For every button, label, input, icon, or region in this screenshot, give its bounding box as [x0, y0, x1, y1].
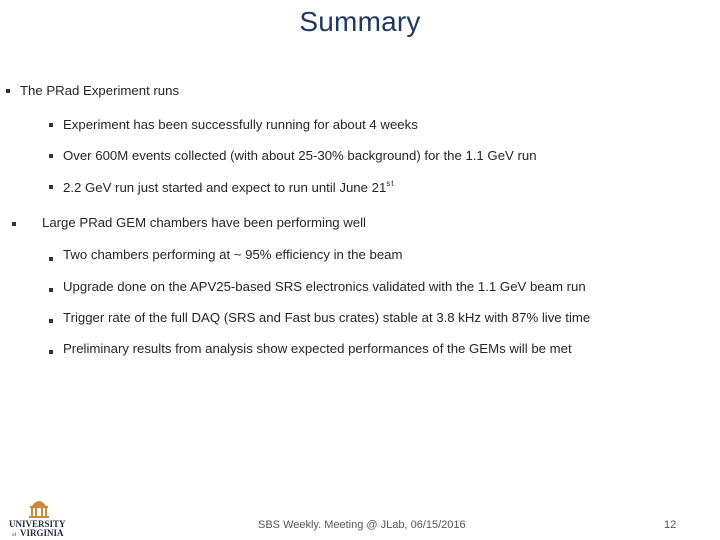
bullet-marker — [49, 154, 53, 158]
svg-text:of: of — [12, 533, 17, 538]
university-logo — [8, 494, 70, 538]
bullet-events-collected: Over 600M events collected (with about 25-30% background) for the 1.1 GeV run — [63, 148, 537, 163]
bullet-efficiency: Two chambers performing at ~ 95% efficiency in the beam — [63, 247, 403, 262]
bullet-marker — [6, 89, 10, 93]
bullet-marker — [49, 257, 53, 261]
bullet-marker — [49, 288, 53, 292]
bullet-run-schedule-text: 2.2 GeV run just started and expect to run until June 21 — [63, 180, 387, 195]
bullet-run-schedule — [63, 179, 395, 195]
svg-text:UNIVERSITY: UNIVERSITY — [9, 519, 66, 529]
bullet-marker — [49, 350, 53, 354]
bullet-srs-upgrade: Upgrade done on the APV25-based SRS electronics validated with the 1.1 GeV beam run — [63, 279, 586, 294]
bullet-running-weeks: Experiment has been successfully running for about 4 weeks — [63, 117, 418, 132]
slide-title: Summary — [299, 6, 421, 37]
svg-text:VIRGINIA: VIRGINIA — [20, 528, 64, 538]
bullet-prad-runs: The PRad Experiment runs — [20, 83, 180, 98]
bullet-marker — [49, 319, 53, 323]
bullet-trigger-rate: Trigger rate of the full DAQ (SRS and Fast bus crates) stable at 3.8 kHz with 87% live time — [63, 310, 591, 325]
bullet-preliminary-results: Preliminary results from analysis show expected performances of the GEMs will be met — [63, 341, 572, 356]
bullet-gem-performance: Large PRad GEM chambers have been performing well — [42, 215, 366, 230]
bullet-marker — [12, 222, 16, 226]
bullet-marker — [49, 185, 53, 189]
page-number: 12 — [664, 519, 677, 531]
bullet-marker — [49, 123, 53, 127]
footer-meeting-info: SBS Weekly. Meeting @ JLab, 06/15/2016 — [258, 519, 466, 531]
ordinal-suffix: st — [386, 179, 395, 188]
